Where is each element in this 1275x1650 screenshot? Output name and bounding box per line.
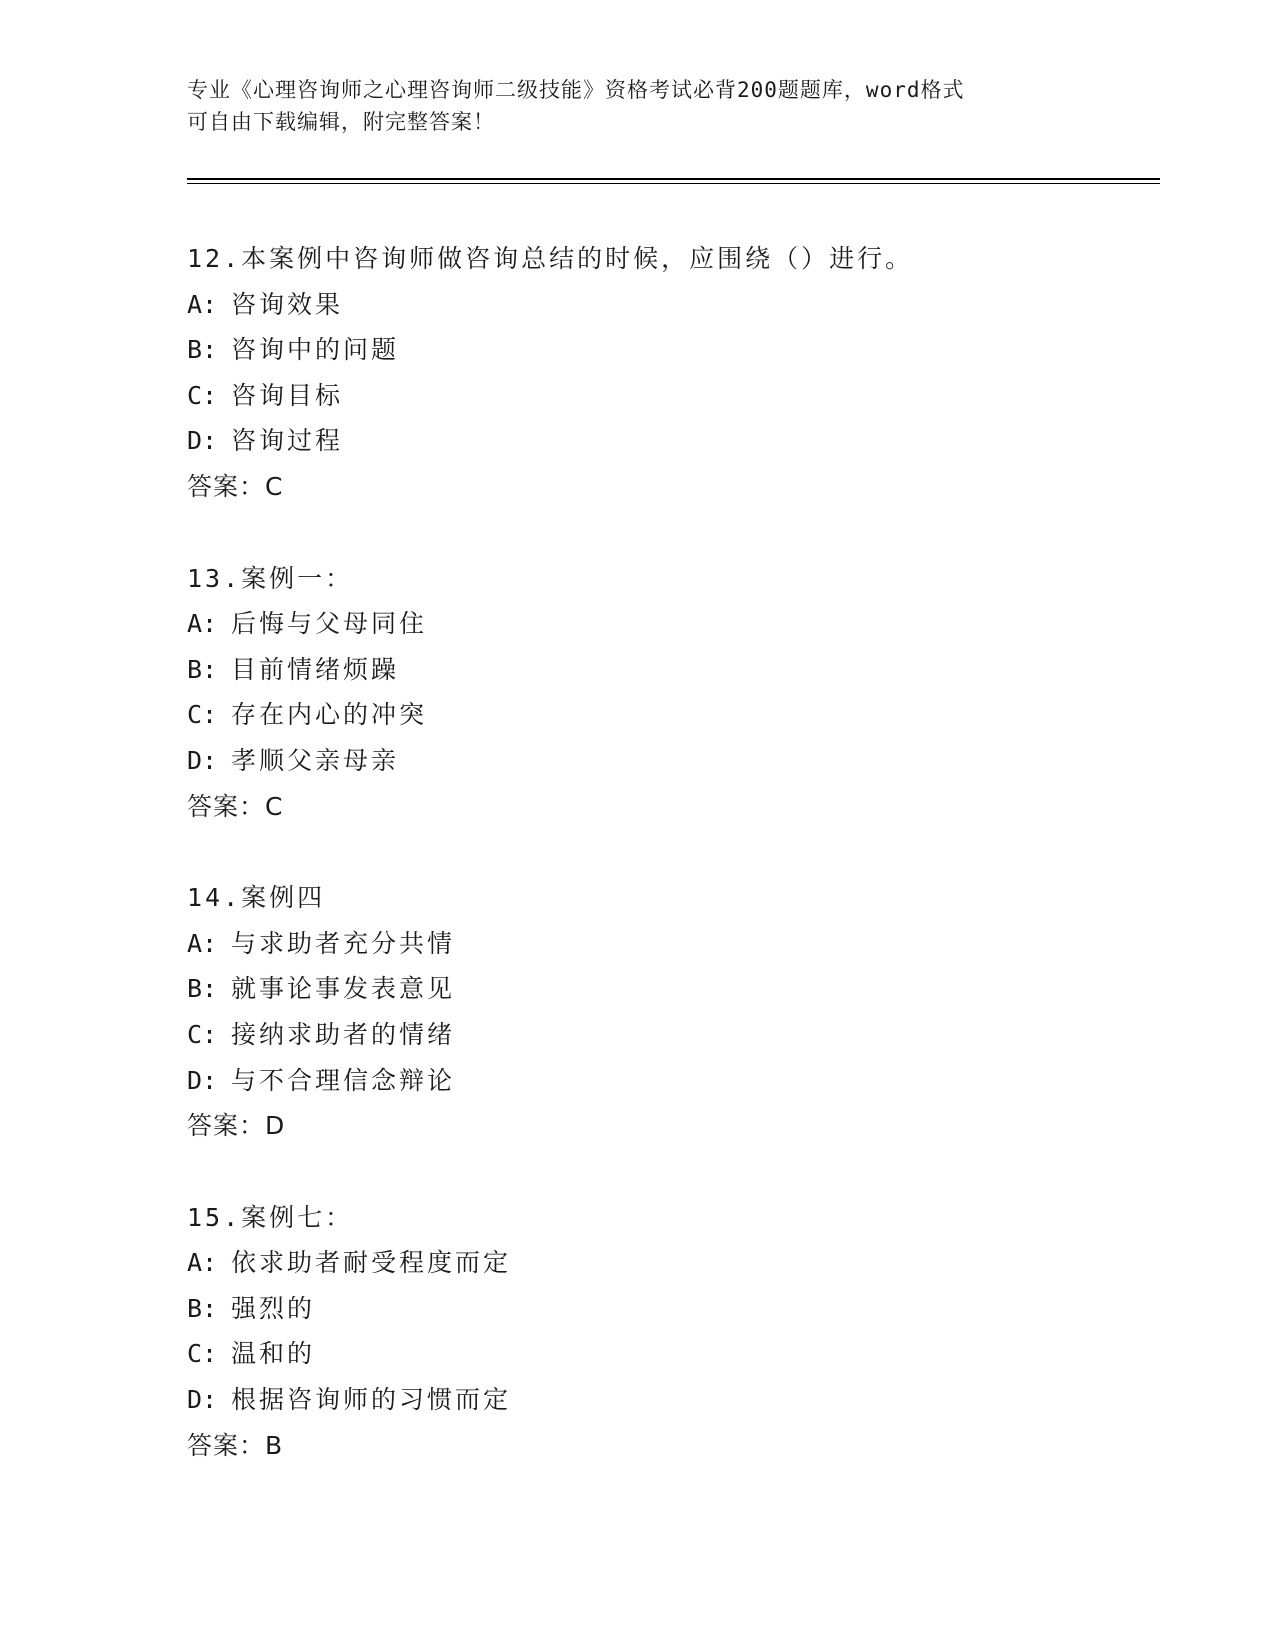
header-divider-thick [187,178,1160,180]
option-text: 后悔与父母同住 [231,609,428,639]
option-text: 根据咨询师的习惯而定 [231,1385,512,1415]
document-header [187,74,1087,138]
option-text: 咨询目标 [231,380,344,410]
option-key: C: [187,1339,218,1369]
option-b [187,327,1137,373]
option-text: 咨询中的问题 [231,335,400,365]
option-text: 咨询效果 [231,289,344,319]
header-line-1: 专业《心理咨询师之心理咨询师二级技能》资格考试必背200题题库，word格式 [187,78,965,102]
answer-line: 答案：C [187,791,284,821]
option-c [187,1012,1137,1058]
option-text: 孝顺父亲母亲 [231,745,400,775]
option-text: 咨询过程 [231,426,344,456]
option-d [187,1377,1137,1423]
option-key: D: [187,426,218,456]
option-key: B: [187,1293,218,1323]
option-key: A: [187,609,218,639]
option-key: C: [187,1019,218,1049]
question-block [187,556,1137,830]
option-key: A: [187,928,218,958]
option-b [187,966,1137,1012]
option-key: D: [187,745,218,775]
option-key: B: [187,974,218,1004]
question-stem: 12.本案例中咨询师做咨询总结的时候，应围绕（）进行。 [187,244,914,273]
option-key: C: [187,700,218,730]
answer-line: 答案：D [187,1111,286,1141]
question-block [187,1195,1137,1469]
option-b [187,647,1137,693]
option-a [187,1240,1137,1286]
option-text: 目前情绪烦躁 [231,654,400,684]
option-text: 温和的 [231,1339,316,1369]
option-c [187,373,1137,419]
header-divider-thin [187,183,1160,184]
option-key: C: [187,380,218,410]
option-key: A: [187,1248,218,1278]
option-key: B: [187,654,218,684]
option-text: 就事论事发表意见 [231,974,456,1004]
option-key: B: [187,335,218,365]
option-d [187,738,1137,784]
option-c [187,692,1137,738]
option-a [187,921,1137,967]
question-block [187,875,1137,1149]
option-text: 依求助者耐受程度而定 [231,1248,512,1278]
header-line-2: 可自由下载编辑，附完整答案！ [187,110,495,134]
answer-line: 答案：C [187,471,284,501]
option-text: 强烈的 [231,1293,316,1323]
option-key: A: [187,289,218,319]
option-key: D: [187,1065,218,1095]
question-stem: 13.案例一： [187,563,354,593]
option-text: 与不合理信念辩论 [231,1065,456,1095]
option-d [187,418,1137,464]
option-text: 接纳求助者的情绪 [231,1019,456,1049]
option-a [187,601,1137,647]
question-block [187,236,1137,510]
option-key: D: [187,1385,218,1415]
question-list [187,236,1137,1514]
answer-line: 答案：B [187,1430,284,1460]
option-a [187,282,1137,328]
option-b [187,1286,1137,1332]
option-text: 与求助者充分共情 [231,928,456,958]
question-stem: 14.案例四 [187,883,326,913]
question-stem: 15.案例七： [187,1202,354,1232]
option-text: 存在内心的冲突 [231,700,428,730]
option-d [187,1058,1137,1104]
option-c [187,1331,1137,1377]
